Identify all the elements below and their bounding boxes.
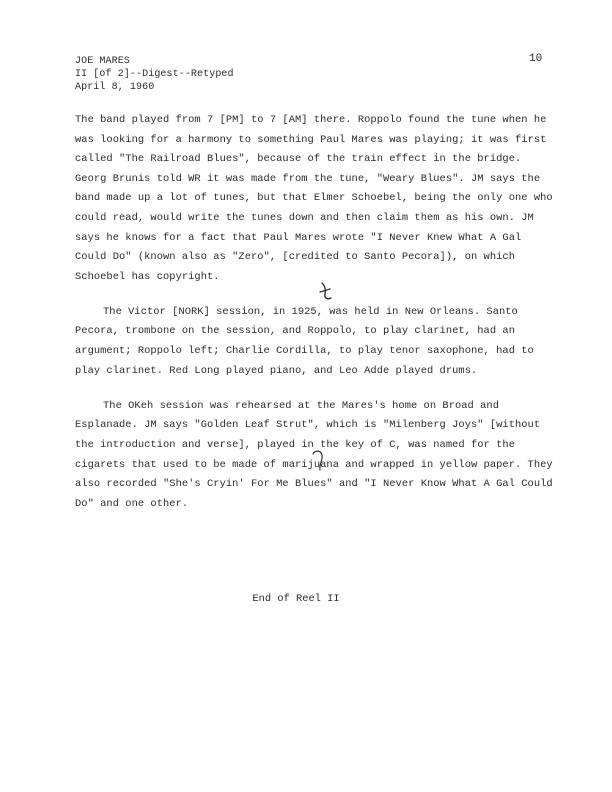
paragraph-1: The band played from 7 [PM] to 7 [AM] there. Roppolo found the tune when he was looking for a harmony to something Paul Mares was playing; it was first called "The Railroad Blues", because of the train effect in the bridge. Georg Brunis told WR it was made from the tune, "Weary Blues". JM says the band made up a lot of tunes, but that Elmer Schoebel, being the only one who could read, would write the tunes down and then claim them as his own. JM says he knows for a fact that Paul Mares wrote "I Never Knew What A Gal Could Do" (known also as "Zero", [credited to Santo Pecora]), on which Schoebel has copyright. <box>75 114 553 283</box>
interview-date: April 8, 1960 <box>75 82 155 93</box>
paragraph-2: The Victor [NORK] session, in 1925, was held in New Orleans. Santo Pecora, trombone on the session, and Roppolo, to play clarinet, had an argument; Roppolo left; Charlie Cordilla, to play tenor saxophone, had to play clarinet. Red Long played piano, and Leo Adde played drums. <box>75 305 534 377</box>
document-header <box>75 55 234 94</box>
paragraph-3: The OKeh session was rehearsed at the Mares's home on Broad and Esplanade. JM says "Golden Leaf Strut", which is "Milenberg Joys" [without the introduction and verse], played in the key of C, was named for the cigarets that used to be made of marijuana and wrapped in yellow paper. They also recorded "She's Cryin' For Me Blues" and "I Never Know What A Gal Could Do" and one other. <box>75 399 553 510</box>
end-of-reel-note <box>0 593 612 605</box>
end-of-reel-text: End of Reel II <box>252 593 340 605</box>
interviewee-name: JOE MARES <box>75 56 130 67</box>
transcript-body <box>75 111 555 530</box>
page-number: 10 <box>529 53 543 65</box>
reel-info: II [of 2]--Digest--Retyped <box>75 69 234 80</box>
